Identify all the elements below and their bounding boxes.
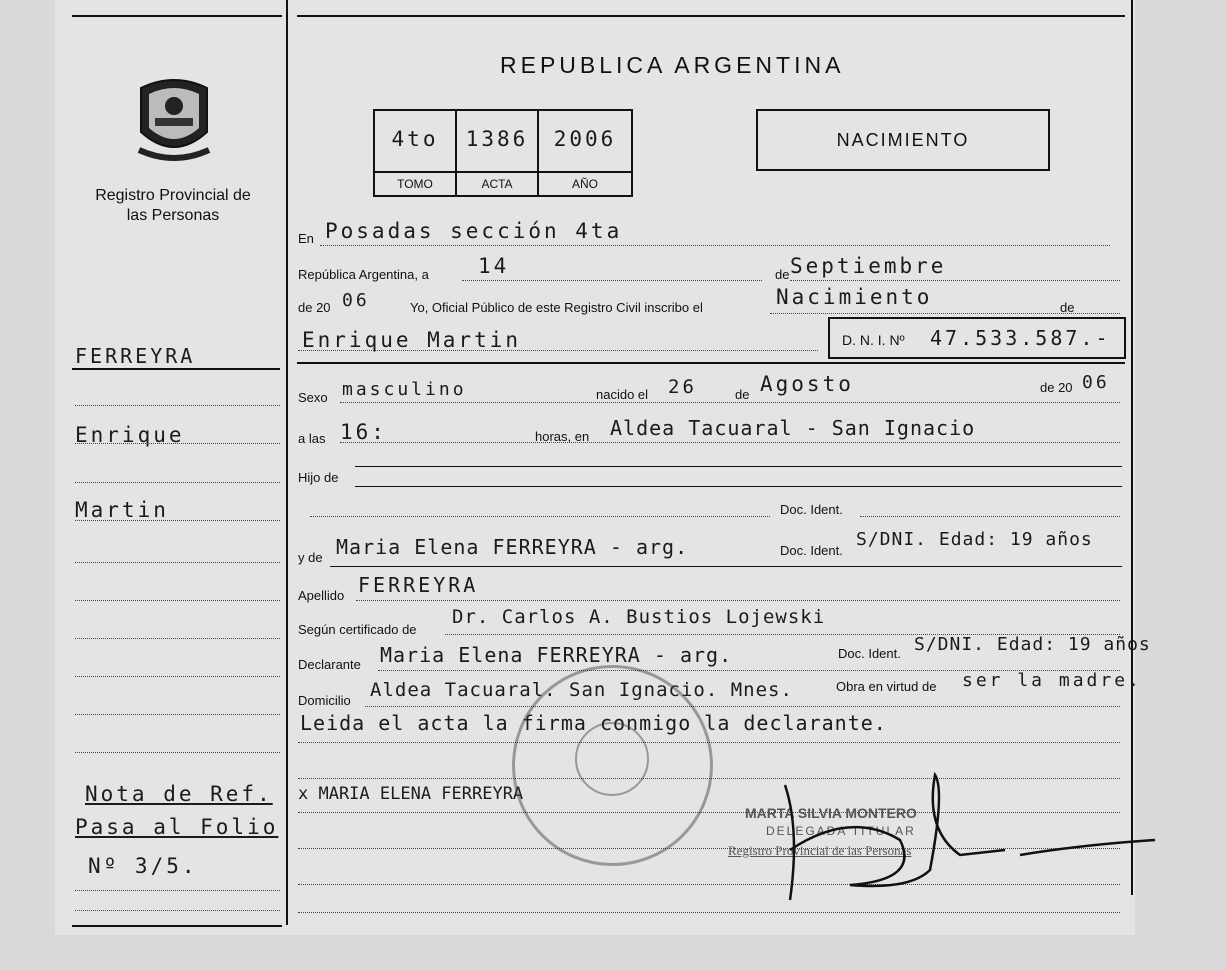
domicilio-label: Domicilio — [298, 693, 351, 708]
father-doc-value-line — [860, 516, 1120, 517]
official-position: DELEGADA TITULAR — [766, 824, 916, 838]
main-top-rule — [297, 15, 1125, 17]
father-doc-line — [310, 516, 770, 517]
obra-value: ser la madre. — [962, 670, 1142, 691]
registry-name: Registro Provincial de las Personas — [95, 187, 251, 224]
hijo-label: Hijo de — [298, 470, 339, 485]
continuation-text: Leida el acta la firma conmigo la declarante. — [300, 711, 887, 735]
tomo-value: 4to — [391, 127, 439, 151]
en-line — [320, 245, 1110, 246]
acta-label: ACTA — [457, 171, 537, 195]
de-label: de — [775, 267, 790, 282]
tomo-box — [375, 111, 457, 195]
birth-day: 26 — [668, 376, 697, 398]
provincial-coat-of-arms-icon — [133, 70, 215, 166]
birth-month: Agosto — [760, 372, 854, 396]
name-value: Enrique Martin — [302, 328, 522, 352]
margin-line — [75, 443, 280, 444]
sexo-label: Sexo — [298, 390, 328, 405]
hijo-line-1 — [355, 466, 1122, 467]
year-prefix: de 20 — [298, 300, 331, 315]
official-name: MARTA SILVIA MONTERO — [745, 805, 917, 821]
mother-value: Maria Elena FERREYRA - arg. — [336, 535, 689, 559]
margin-line — [75, 890, 280, 891]
declarante-value: Maria Elena FERREYRA - arg. — [380, 643, 733, 667]
de-label-3: de — [735, 387, 750, 402]
birth-year: 06 — [1082, 372, 1110, 393]
left-column-bottom-rule — [72, 925, 282, 927]
year-value: 06 — [342, 290, 370, 311]
margin-line — [75, 600, 280, 601]
republica-label: República Argentina, a — [298, 267, 429, 282]
margin-line — [75, 520, 280, 521]
domicilio-line — [365, 706, 1120, 707]
en-value: Posadas sección 4ta — [325, 219, 623, 243]
acta-box — [457, 111, 539, 195]
obra-label: Obra en virtud de — [836, 679, 937, 694]
record-type-box: NACIMIENTO — [756, 109, 1050, 171]
sexo-line — [340, 402, 1120, 403]
margin-line — [75, 482, 280, 483]
doc-ident-label-1: Doc. Ident. — [780, 502, 843, 517]
dni-value: 47.533.587.- — [930, 326, 1111, 350]
margin-line — [75, 562, 280, 563]
place-line — [340, 442, 1120, 443]
apellido-line — [356, 600, 1120, 601]
mother-doc: S/DNI. Edad: 19 años — [856, 529, 1093, 550]
place-value: Aldea Tacuaral - San Ignacio — [610, 416, 976, 440]
birth-year-prefix: de 20 — [1040, 380, 1073, 395]
official-seal-emblem — [575, 722, 649, 796]
margin-line — [75, 638, 280, 639]
dni-box — [828, 317, 1126, 359]
de-label-2: de — [1060, 300, 1075, 315]
margin-line — [75, 714, 280, 715]
name-line — [298, 350, 818, 351]
apellido-value: FERREYRA — [358, 573, 479, 597]
nacido-label: nacido el — [596, 387, 649, 402]
anio-label: AÑO — [539, 171, 631, 195]
margin-surname: FERREYRA — [75, 344, 196, 368]
declarante-doc: S/DNI. Edad: 19 años — [914, 634, 1151, 655]
official-signature — [760, 770, 1160, 910]
y-de-label: y de — [298, 550, 323, 565]
official-office: Registro Provincial de las Personas — [728, 843, 912, 858]
margin-first-name: Enrique — [75, 423, 185, 447]
day-value: 14 — [478, 254, 510, 278]
record-number-boxes — [373, 109, 633, 197]
day-line — [462, 280, 762, 281]
sexo-value: masculino — [342, 379, 467, 400]
right-border — [1131, 0, 1133, 895]
event-line — [770, 313, 1120, 314]
hijo-line-2 — [355, 486, 1122, 487]
month-line — [790, 280, 1120, 281]
a-las-label: a las — [298, 431, 326, 446]
margin-line — [75, 910, 280, 911]
anio-box — [539, 111, 631, 195]
margin-line — [75, 752, 280, 753]
margin-note-1: Nota de Ref. — [85, 782, 273, 806]
margin-line — [75, 405, 280, 406]
apellido-label: Apellido — [298, 588, 345, 603]
doc-ident-label-3: Doc. Ident. — [838, 646, 901, 661]
month-value: Septiembre — [790, 254, 947, 278]
margin-line — [75, 676, 280, 677]
name-rule — [297, 362, 1125, 364]
left-column-top-rule — [72, 15, 282, 17]
margin-note-3: Nº 3/5. — [88, 854, 198, 878]
anio-value: 2006 — [553, 127, 617, 151]
margin-note-2: Pasa al Folio — [75, 815, 279, 839]
dni-label: D. N. I. Nº — [842, 332, 905, 348]
doc-ident-label-2: Doc. Ident. — [780, 543, 843, 558]
mother-rule — [330, 566, 1122, 567]
declarant-signature-text: x MARIA ELENA FERREYRA — [298, 784, 524, 804]
certificado-value: Dr. Carlos A. Bustios Lojewski — [452, 606, 826, 628]
tomo-label: TOMO — [375, 171, 455, 195]
en-label: En — [298, 231, 314, 246]
column-divider — [286, 0, 288, 925]
hour-value: 16: — [340, 420, 387, 444]
blank-line — [298, 912, 1120, 913]
margin-middle-name: Martin — [75, 498, 169, 522]
certificado-label: Según certificado de — [298, 622, 417, 637]
country-title: REPUBLICA ARGENTINA — [500, 52, 845, 78]
margin-surname-line — [72, 368, 280, 370]
acta-value: 1386 — [465, 127, 529, 151]
event-value: Nacimiento — [776, 285, 933, 309]
declarante-label: Declarante — [298, 657, 361, 672]
horas-label: horas, en — [535, 429, 590, 444]
official-text: Yo, Oficial Público de este Registro Civil inscribo el — [410, 300, 703, 315]
domicilio-value: Aldea Tacuaral. San Ignacio. Mnes. — [370, 679, 793, 701]
